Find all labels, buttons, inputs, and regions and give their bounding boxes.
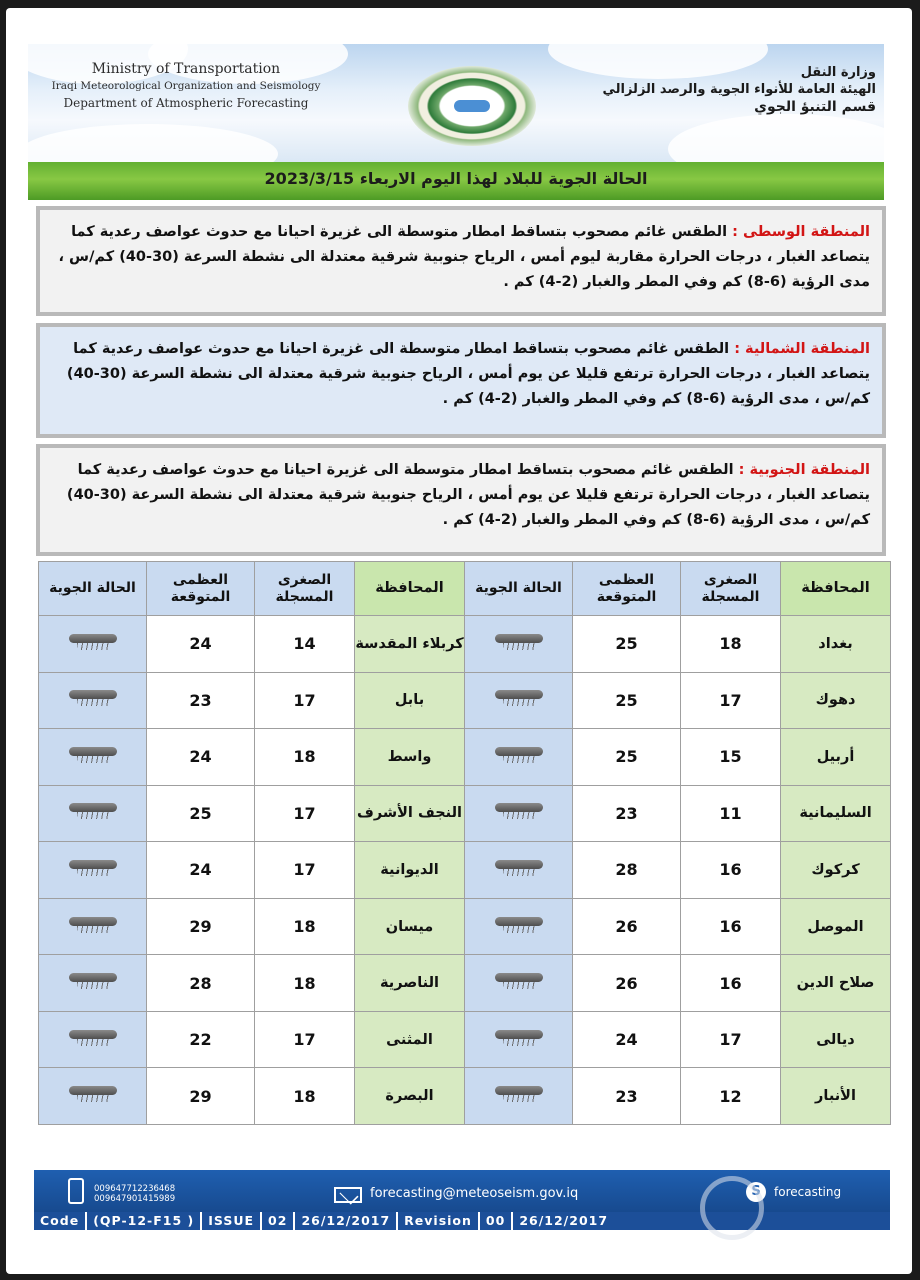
min-temp-cell: 12	[681, 1068, 781, 1125]
min-temp-cell: 18	[255, 898, 355, 955]
issue-date: 26/12/2017	[295, 1212, 398, 1230]
governorate-cell: البصرة	[355, 1068, 465, 1125]
code-label: Code	[34, 1212, 87, 1230]
department-name-en: Department of Atmospheric Forecasting	[63, 96, 309, 110]
condition-cell	[465, 1011, 573, 1068]
cloud-rain-thunder-icon	[65, 632, 121, 652]
watermark-icon	[700, 1176, 764, 1240]
governorate-cell: النجف الأشرف	[355, 785, 465, 842]
condition-cell	[465, 672, 573, 729]
issue-value: 02	[262, 1212, 295, 1230]
header-min: الصغرى المسجلة	[681, 562, 781, 616]
cloud-rain-thunder-icon	[491, 801, 547, 821]
condition-cell	[465, 955, 573, 1012]
phone-icon	[68, 1178, 84, 1204]
ministry-name-ar: وزارة النقل	[800, 65, 876, 80]
max-temp-cell: 29	[147, 1068, 255, 1125]
header-governorate: المحافظة	[355, 562, 465, 616]
min-temp-cell: 17	[681, 1011, 781, 1068]
max-temp-cell: 26	[573, 898, 681, 955]
governorate-cell: السليمانية	[781, 785, 891, 842]
region-name: المنطقة الجنوبية :	[738, 462, 870, 478]
region-southern	[36, 444, 886, 556]
condition-cell	[39, 1068, 147, 1125]
max-temp-cell: 26	[573, 955, 681, 1012]
phone-number: 009647901415989	[94, 1194, 176, 1204]
organization-name-ar: الهيئة العامة للأنواء الجوية والرصد الزلزالي	[602, 82, 876, 97]
min-temp-cell: 15	[681, 729, 781, 786]
cloud-rain-thunder-icon	[491, 915, 547, 935]
skype-handle: forecasting	[774, 1185, 842, 1199]
cloud-rain-thunder-icon	[491, 1084, 547, 1104]
cloud-rain-thunder-icon	[65, 971, 121, 991]
min-temp-cell: 18	[681, 616, 781, 673]
condition-cell	[39, 955, 147, 1012]
forecast-table	[38, 561, 891, 1125]
cloud-rain-thunder-icon	[65, 801, 121, 821]
condition-cell	[39, 785, 147, 842]
header-condition: الحالة الجوية	[39, 562, 147, 616]
max-temp-cell: 23	[573, 785, 681, 842]
governorate-cell: المثنى	[355, 1011, 465, 1068]
table-row	[39, 1068, 891, 1125]
header-condition: الحالة الجوية	[465, 562, 573, 616]
min-temp-cell: 14	[255, 616, 355, 673]
governorate-cell: بابل	[355, 672, 465, 729]
region-name: المنطقة الشمالية :	[734, 341, 870, 357]
min-temp-cell: 18	[255, 1068, 355, 1125]
condition-cell	[465, 785, 573, 842]
min-temp-cell: 17	[255, 672, 355, 729]
condition-cell	[39, 672, 147, 729]
header-max: العظمى المتوقعة	[573, 562, 681, 616]
region-forecast-text: الطقس غائم مصحوب بتساقط امطار متوسطة الى غزيرة احيانا مع حدوث عواصف رعدية كما يتصاعد الغبار ، درجات الحرارة ترتفع قليلا عن يوم أمس ، الرياح جنوبية شرقية معتدلة الى نشطة السرعة (30-40) كم/س ، مدى الرؤية (6-8) كم وفي المطر والغبار (2-4) كم .	[66, 462, 870, 528]
governorate-cell: الناصرية	[355, 955, 465, 1012]
table-row	[39, 842, 891, 899]
issue-label: ISSUE	[202, 1212, 262, 1230]
max-temp-cell: 24	[573, 1011, 681, 1068]
cloud-rain-thunder-icon	[491, 971, 547, 991]
page-title: الحالة الجوية للبلاد لهذا اليوم الاربعاء 2023/3/15	[264, 169, 648, 188]
revision-value: 00	[480, 1212, 513, 1230]
min-temp-cell: 16	[681, 955, 781, 1012]
condition-cell	[465, 729, 573, 786]
max-temp-cell: 24	[147, 729, 255, 786]
condition-cell	[465, 1068, 573, 1125]
governorate-cell: الديوانية	[355, 842, 465, 899]
max-temp-cell: 28	[147, 955, 255, 1012]
ministry-name-en: Ministry of Transportation	[91, 61, 281, 77]
organization-name-en: Iraqi Meteorological Organization and Seismology	[51, 80, 321, 92]
department-name-ar: قسم التنبؤ الجوي	[754, 99, 876, 115]
max-temp-cell: 24	[147, 616, 255, 673]
min-temp-cell: 16	[681, 842, 781, 899]
region-forecast-text: الطقس غائم مصحوب بتساقط امطار متوسطة الى غزيرة احيانا مع حدوث عواصف رعدية كما يتصاعد الغبار ، درجات الحرارة ترتفع قليلا عن يوم أمس ، الرياح جنوبية شرقية معتدلة الى نشطة السرعة (30-40) كم/س ، مدى الرؤية (6-8) كم وفي المطر والغبار (2-4) كم .	[66, 341, 870, 407]
min-temp-cell: 17	[681, 672, 781, 729]
organization-logo	[408, 66, 536, 146]
cloud-rain-thunder-icon	[65, 1028, 121, 1048]
condition-cell	[39, 898, 147, 955]
revision-label: Revision	[398, 1212, 480, 1230]
max-temp-cell: 23	[147, 672, 255, 729]
governorate-cell: ميسان	[355, 898, 465, 955]
condition-cell	[465, 898, 573, 955]
phone-number: 009647712236468	[94, 1184, 176, 1194]
cloud-rain-thunder-icon	[491, 745, 547, 765]
governorate-cell: كربلاء المقدسة	[355, 616, 465, 673]
governorate-cell: الموصل	[781, 898, 891, 955]
table-body	[39, 616, 891, 1125]
english-letterhead	[36, 60, 336, 112]
max-temp-cell: 29	[147, 898, 255, 955]
min-temp-cell: 17	[255, 785, 355, 842]
cloud-rain-thunder-icon	[491, 1028, 547, 1048]
header-governorate: المحافظة	[781, 562, 891, 616]
max-temp-cell: 22	[147, 1011, 255, 1068]
cloud-rain-thunder-icon	[65, 858, 121, 878]
cloud-rain-thunder-icon	[491, 688, 547, 708]
max-temp-cell: 25	[147, 785, 255, 842]
condition-cell	[465, 842, 573, 899]
email-address: forecasting@meteoseism.gov.iq	[370, 1186, 579, 1201]
header-banner	[28, 44, 884, 162]
governorate-cell: صلاح الدين	[781, 955, 891, 1012]
governorate-cell: دهوك	[781, 672, 891, 729]
header-min: الصغرى المسجلة	[255, 562, 355, 616]
min-temp-cell: 11	[681, 785, 781, 842]
table-row	[39, 616, 891, 673]
max-temp-cell: 25	[573, 672, 681, 729]
min-temp-cell: 17	[255, 842, 355, 899]
arabic-letterhead	[586, 64, 876, 117]
condition-cell	[39, 842, 147, 899]
cloud-rain-thunder-icon	[65, 915, 121, 935]
governorate-cell: أربيل	[781, 729, 891, 786]
max-temp-cell: 25	[573, 729, 681, 786]
governorate-cell: كركوك	[781, 842, 891, 899]
cloud-rain-thunder-icon	[65, 745, 121, 765]
table-row	[39, 785, 891, 842]
governorate-cell: ديالى	[781, 1011, 891, 1068]
max-temp-cell: 25	[573, 616, 681, 673]
table-header-row	[39, 562, 891, 616]
header-max: العظمى المتوقعة	[147, 562, 255, 616]
governorate-cell: بغداد	[781, 616, 891, 673]
title-bar	[28, 162, 884, 200]
condition-cell	[465, 616, 573, 673]
max-temp-cell: 24	[147, 842, 255, 899]
mail-icon	[334, 1187, 362, 1203]
skype-icon: S	[746, 1182, 766, 1202]
min-temp-cell: 17	[255, 1011, 355, 1068]
code-value: (QP-12-F15 )	[87, 1212, 202, 1230]
region-northern	[36, 323, 886, 438]
condition-cell	[39, 729, 147, 786]
cloud-rain-thunder-icon	[491, 632, 547, 652]
table-row	[39, 729, 891, 786]
cloud-rain-thunder-icon	[65, 1084, 121, 1104]
condition-cell	[39, 1011, 147, 1068]
table-row	[39, 672, 891, 729]
revision-date: 26/12/2017	[519, 1213, 609, 1228]
min-temp-cell: 18	[255, 955, 355, 1012]
region-name: المنطقة الوسطى :	[732, 224, 870, 240]
cloud-rain-thunder-icon	[65, 688, 121, 708]
cloud-rain-thunder-icon	[491, 858, 547, 878]
max-temp-cell: 28	[573, 842, 681, 899]
table-row	[39, 898, 891, 955]
governorate-cell: واسط	[355, 729, 465, 786]
min-temp-cell: 18	[255, 729, 355, 786]
condition-cell	[39, 616, 147, 673]
governorate-cell: الأنبار	[781, 1068, 891, 1125]
max-temp-cell: 23	[573, 1068, 681, 1125]
table-row	[39, 1011, 891, 1068]
min-temp-cell: 16	[681, 898, 781, 955]
phone-numbers	[94, 1184, 175, 1204]
region-central	[36, 206, 886, 316]
region-forecast-text: الطقس غائم مصحوب بتساقط امطار متوسطة الى غزيرة احيانا مع حدوث عواصف رعدية كما يتصاعد الغبار ، درجات الحرارة مقاربة ليوم أمس ، الرياح جنوبية شرقية معتدلة الى نشطة السرعة (30-40) كم/س ، مدى الرؤية (6-8) كم وفي المطر والغبار (2-4) كم .	[58, 224, 870, 290]
table-row	[39, 955, 891, 1012]
